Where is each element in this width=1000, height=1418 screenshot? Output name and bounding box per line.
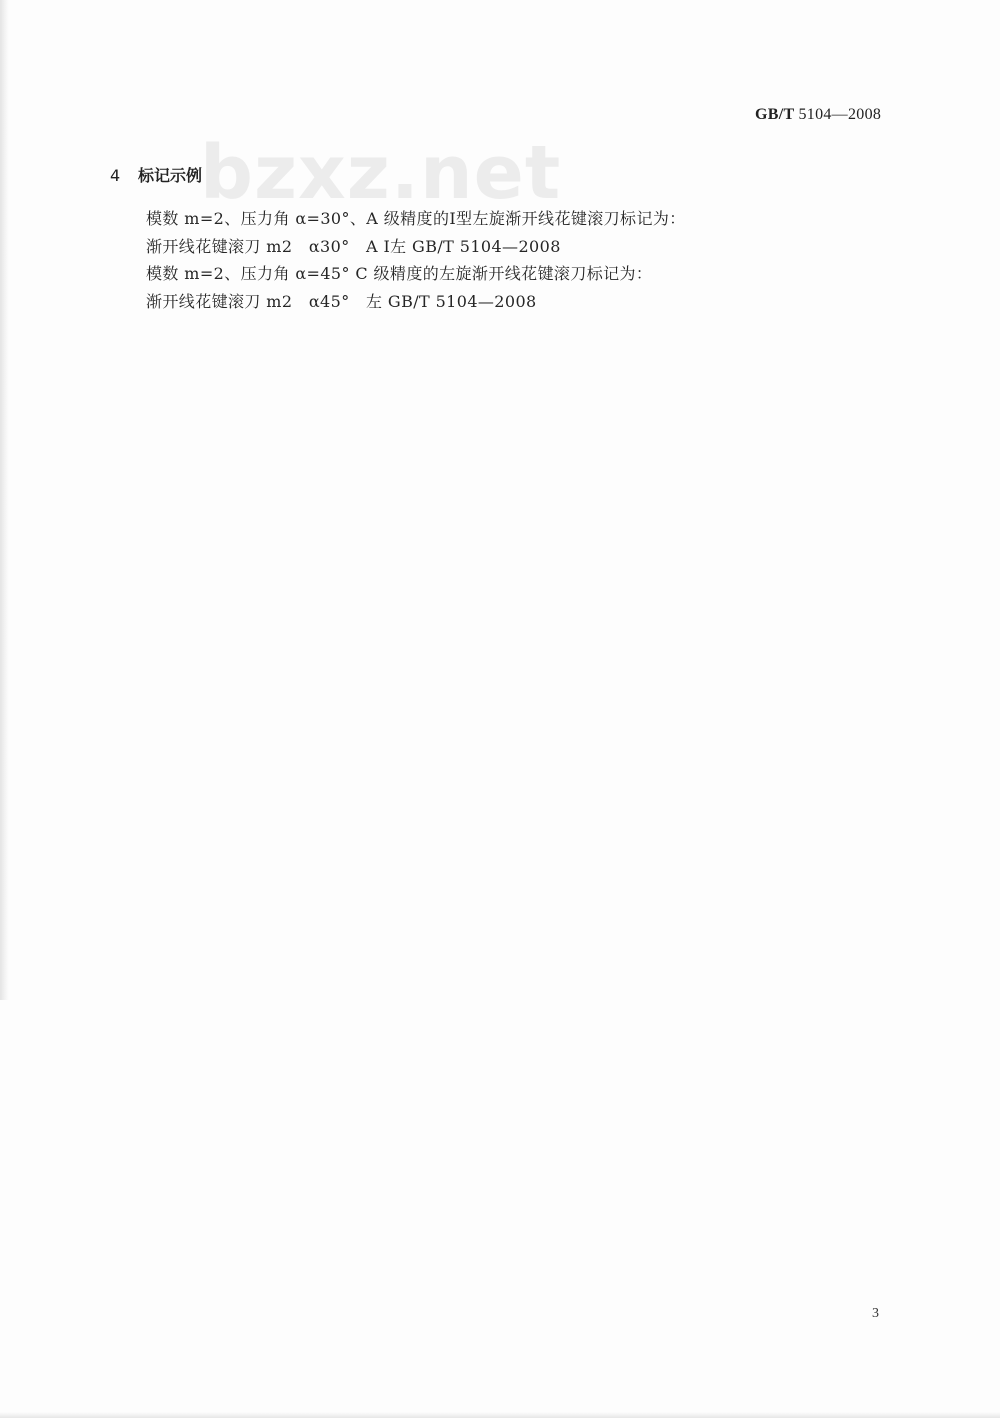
standard-code-header [755,106,881,124]
standard-prefix: GB/T [755,106,795,123]
section-heading [110,163,202,186]
example-marking-1: 渐开线花键滚刀 m2 α30° A Ⅰ左 GB/T 5104—2008 [146,236,561,256]
example-description-2: 模数 m=2、压力角 α=45° C 级精度的左旋渐开线花键滚刀标记为： [146,264,653,283]
marking-examples [146,205,686,315]
page-number: 3 [872,1306,879,1321]
standard-number: 5104—2008 [798,106,882,123]
scan-shadow-bottom [0,1412,1000,1418]
section-number: 4 [110,166,121,185]
section-title: 标记示例 [138,166,203,185]
scan-shadow-left [0,0,9,1000]
example-marking-2: 渐开线花键滚刀 m2 α45° 左 GB/T 5104—2008 [146,291,537,311]
example-description-1: 模数 m=2、压力角 α=30°、A 级精度的Ⅰ型左旋渐开线花键滚刀标记为： [146,209,686,228]
watermark: bzxz.net [200,130,562,216]
